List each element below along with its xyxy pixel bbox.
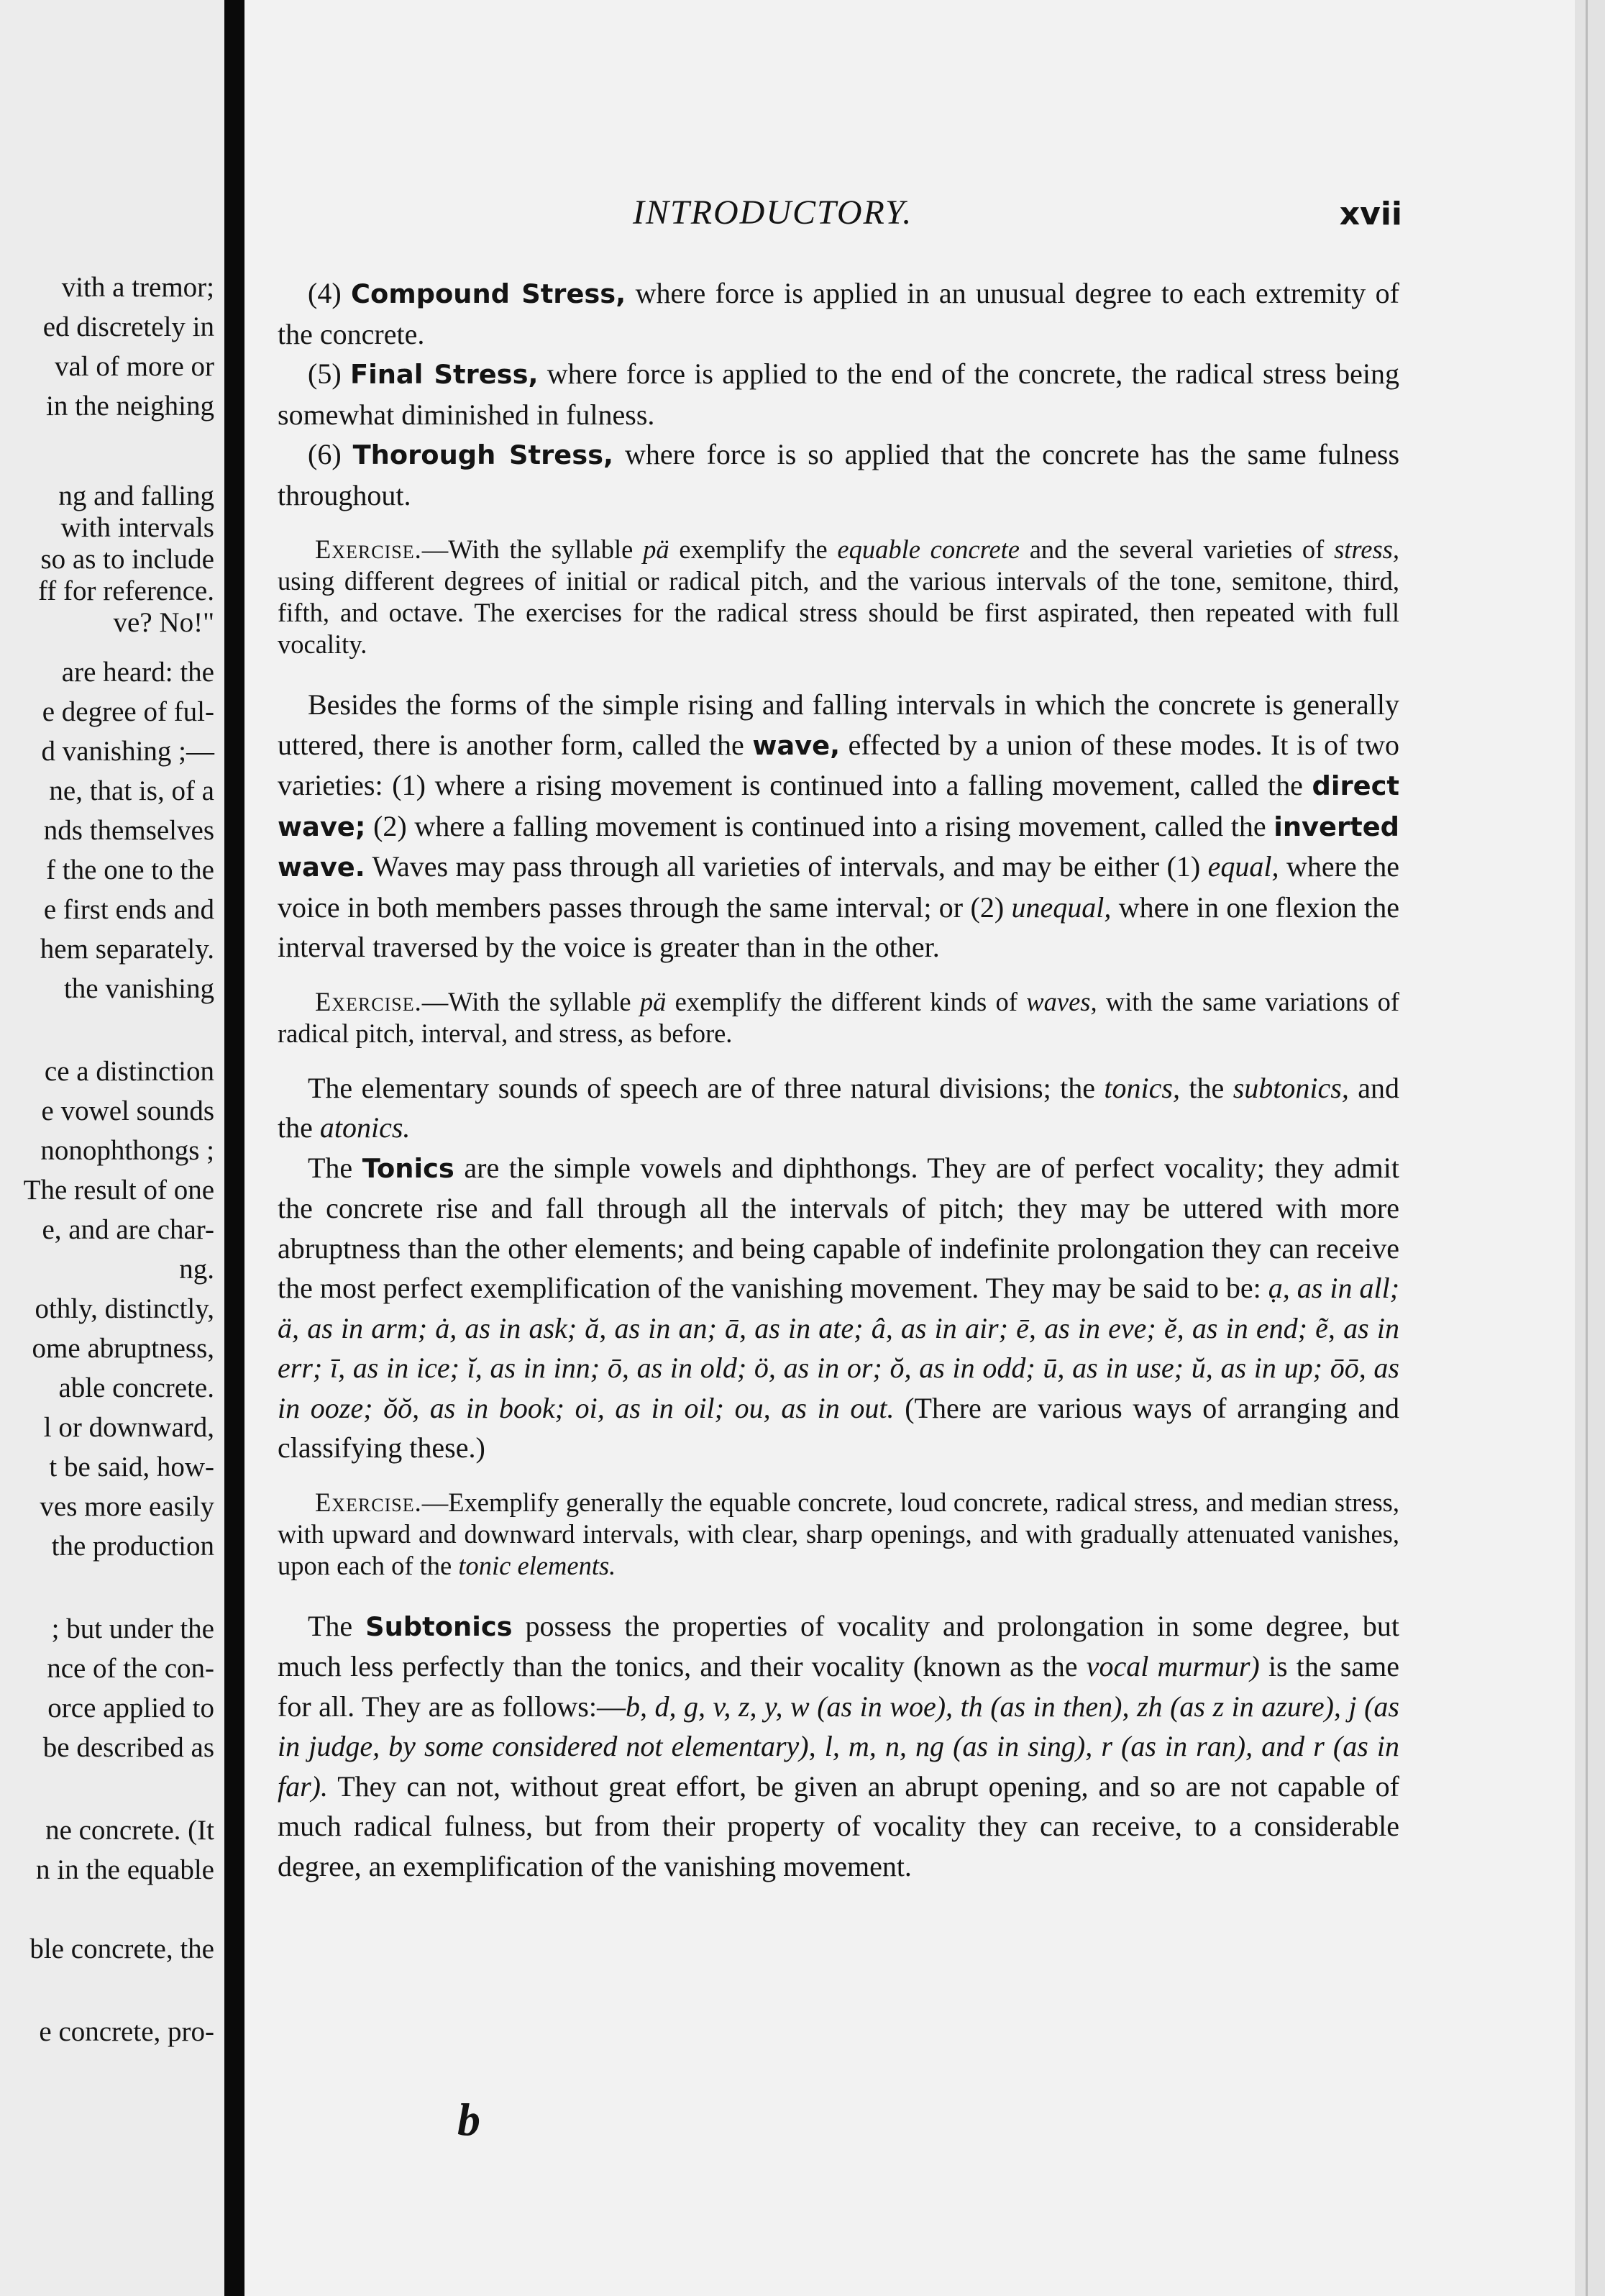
paragraph-wave xyxy=(278,685,1399,967)
left-page-line: ; but under the xyxy=(51,1613,214,1644)
left-page-line: othly, distinctly, xyxy=(35,1293,214,1324)
left-page-line: The result of one xyxy=(23,1175,214,1206)
emphasis: stress, xyxy=(1334,534,1399,564)
item-number: (6) xyxy=(308,438,342,470)
paragraph-final-stress xyxy=(278,354,1399,434)
definition-text: where force is so applied that the concrete has the same fulness throughout. xyxy=(278,438,1400,511)
left-page-line: so as to include xyxy=(40,544,214,575)
signature-mark: b xyxy=(457,2094,480,2145)
emphasis: tonic elements. xyxy=(458,1550,616,1580)
emphasis: equable concrete xyxy=(837,534,1020,564)
paragraph-text: where in one flexion the interval traversed by the voice is greater than in the other. xyxy=(278,890,1400,963)
left-page-line: nce of the con- xyxy=(47,1653,214,1684)
exercise-text: —Exemplify generally the equable concrete, loud concrete, radical stress, and median stress, with upward and downward intervals, with clear, sharp openings, and with gradually attenuated vanishes, upon each of the xyxy=(278,1487,1399,1580)
definition-text: where force is applied to the end of the concrete, the radical stress being somewhat diminished in fulness. xyxy=(278,357,1400,431)
paragraph-compound-stress xyxy=(278,273,1399,354)
left-page-line: be described as xyxy=(42,1732,214,1763)
paragraph-subtonics xyxy=(278,1606,1399,1887)
syllable: pä xyxy=(639,986,667,1016)
left-page-line: in the neighing xyxy=(46,391,214,422)
left-page-line: vith a tremor; xyxy=(61,272,214,303)
exercise-text: —With the syllable xyxy=(421,534,634,564)
exercise-text: with the same variations of radical pitch, interval, and stress, as before. xyxy=(278,986,1399,1048)
term-compound-stress: Compound Stress, xyxy=(351,278,626,309)
left-page-line: able concrete. xyxy=(58,1372,214,1403)
vowel-list: ạ, as in all; ä, as in arm; ȧ, as in ask; ă, as in an; ā, as in ate; â, as in air; ē, as in eve; ĕ, as in end; ẽ, as in err; ī, as in ice; ĭ, as in inn; ō, as in old; ö, as in or; ŏ, as in odd; ū, as in use; ŭ, as in up; ōō, as in ooze; ŏŏ, as in book; oi, as in oil; ou, as in out. xyxy=(278,1272,1400,1424)
paragraph-text: The xyxy=(308,1609,353,1642)
paragraph-thorough-stress xyxy=(278,434,1399,515)
left-page-line: ce a distinction xyxy=(44,1056,214,1087)
paragraph-text: The elementary sounds of speech are of three natural divisions; the xyxy=(308,1071,1095,1104)
term-inverted-wave: inverted wave. xyxy=(278,811,1400,883)
emphasis: unequal, xyxy=(1011,890,1112,924)
exercise-text: using different degrees of initial or radical pitch, and the various intervals of the tone, semitone, third, fifth, and octave. The exercises for the radical stress should be first aspirated, then repeated with full vocality. xyxy=(278,566,1399,659)
emphasis: tonics, xyxy=(1104,1071,1180,1104)
exercise-text: —With the syllable xyxy=(421,986,631,1016)
left-page-line: ng and falling xyxy=(58,480,214,511)
exercise-text: exemplify the different kinds of xyxy=(675,986,1018,1016)
left-page-line: ve? No!" xyxy=(113,607,214,638)
left-page-line: ne concrete. (It xyxy=(45,1815,214,1846)
page-number: xvii xyxy=(1339,196,1402,232)
paragraph-text: where the voice in both members passes through the same interval; or (2) xyxy=(278,850,1400,924)
emphasis: subtonics, xyxy=(1233,1071,1349,1104)
left-page-line: e degree of ful- xyxy=(42,696,214,727)
left-page-line: val of more or xyxy=(54,351,214,382)
paragraph-text: possess the properties of vocality and prolongation in some degree, but much less perfectly than the tonics, and their vocality (known as the xyxy=(278,1609,1400,1682)
term-subtonics: Subtonics xyxy=(365,1611,513,1642)
exercise-text: exemplify the xyxy=(679,534,828,564)
left-page-line: e concrete, pro- xyxy=(39,2016,214,2047)
left-page-line: nds themselves xyxy=(43,815,214,846)
exercise-label: Exercise. xyxy=(315,534,422,564)
book-gutter xyxy=(224,0,244,2296)
left-page-line: ff for reference. xyxy=(37,575,214,606)
paragraph-text: Waves may pass through all varieties of intervals, and may be either (1) xyxy=(372,850,1201,883)
left-page-line: ed discretely in xyxy=(42,311,214,342)
exercise-2 xyxy=(278,986,1399,1049)
exercise-label: Exercise. xyxy=(315,986,422,1016)
left-page-line: e vowel sounds xyxy=(41,1095,214,1126)
left-facing-page xyxy=(0,0,224,2296)
left-page-line: the vanishing xyxy=(63,973,214,1004)
paragraph-text: They can not, without great effort, be given an abrupt opening, and so are not capable of much radical fulness, but from their property of vocality they can receive, to a considerable degree, an exemplification of the vanishing movement. xyxy=(278,1769,1399,1882)
running-head: INTRODUCTORY. xyxy=(633,193,913,232)
term-final-stress: Final Stress, xyxy=(349,359,539,390)
syllable: pä xyxy=(643,534,669,564)
left-page-line: n in the equable xyxy=(36,1854,214,1885)
exercise-1 xyxy=(278,534,1399,660)
definition-text: where force is applied in an unusual degree to each extremity of the concrete. xyxy=(278,277,1399,350)
paragraph-divisions xyxy=(278,1068,1399,1148)
paragraph-text: are the simple vowels and diphthongs. They are of perfect vocality; they admit the concrete rise and fall through all the intervals of pitch; they may be uttered with more abruptness than the other elements; and being capable of indefinite prolongation they can receive the most perfect exemplification of the vanishing movement. They may be said to be: xyxy=(278,1151,1400,1304)
left-page-line: orce applied to xyxy=(47,1693,214,1723)
paragraph-text: (2) where a falling movement is continued into a rising movement, called the xyxy=(373,809,1266,842)
left-page-line: d vanishing ;— xyxy=(41,736,214,767)
exercise-3 xyxy=(278,1487,1399,1582)
paragraph-text: effected by a union of these modes. It is of two varieties: (1) where a rising movement is continued into a falling movement, called the xyxy=(278,728,1400,801)
paragraph-text: (There are various ways of arranging and classifying these.) xyxy=(278,1391,1400,1464)
paragraph-text: is the same for all. They are as follows:— xyxy=(278,1650,1400,1723)
term-thorough-stress: Thorough Stress, xyxy=(352,439,614,470)
left-page-line: the production xyxy=(51,1531,214,1562)
exercise-label: Exercise. xyxy=(315,1487,422,1517)
term-wave: wave, xyxy=(752,729,841,761)
emphasis: atonics. xyxy=(319,1111,411,1144)
emphasis: equal, xyxy=(1207,850,1279,883)
page-body xyxy=(278,273,1399,1886)
left-page-line: with intervals xyxy=(60,512,214,543)
left-page-line: are heard: the xyxy=(61,657,214,688)
left-page-line: ome abruptness, xyxy=(32,1333,214,1364)
left-page-line: ble concrete, the xyxy=(29,1933,214,1964)
left-page-line: hem separately. xyxy=(40,934,214,965)
item-number: (5) xyxy=(308,357,342,390)
left-page-line: ng. xyxy=(179,1254,214,1285)
emphasis: vocal murmur) xyxy=(1086,1650,1260,1682)
paragraph-text: and the xyxy=(278,1071,1400,1144)
page-edge-line xyxy=(1586,0,1588,2296)
page-edge xyxy=(1575,0,1605,2296)
left-page-line: f the one to the xyxy=(46,855,214,885)
consonant-list: b, d, g, v, z, y, w (as in woe), th (as in then), zh (as z in azure), j (as in judge, by some considered not elementary), l, m, n, ng (as in sing), r (as in ran), and r (as in far). xyxy=(278,1690,1399,1803)
paragraph-tonics xyxy=(278,1148,1399,1468)
item-number: (4) xyxy=(308,277,342,309)
page-header xyxy=(633,193,1402,236)
term-tonics: Tonics xyxy=(362,1152,454,1184)
paragraph-text: Besides the forms of the simple rising and falling intervals in which the concrete is generally uttered, there is another form, called the xyxy=(278,688,1399,761)
left-page-line: ves more easily xyxy=(40,1491,214,1522)
left-page-line: nonophthongs ; xyxy=(40,1135,214,1166)
exercise-text: and the several varieties of xyxy=(1029,534,1325,564)
left-page-line: e first ends and xyxy=(43,894,214,925)
left-page-line: t be said, how- xyxy=(49,1452,214,1482)
paragraph-text: The xyxy=(308,1151,353,1184)
emphasis: waves, xyxy=(1026,986,1097,1016)
left-page-line: e, and are char- xyxy=(42,1214,214,1245)
left-page-line: l or downward, xyxy=(43,1412,214,1443)
term-direct-wave: direct wave; xyxy=(278,770,1399,842)
left-page-line: ne, that is, of a xyxy=(49,775,214,806)
paragraph-text: the xyxy=(1189,1071,1225,1104)
